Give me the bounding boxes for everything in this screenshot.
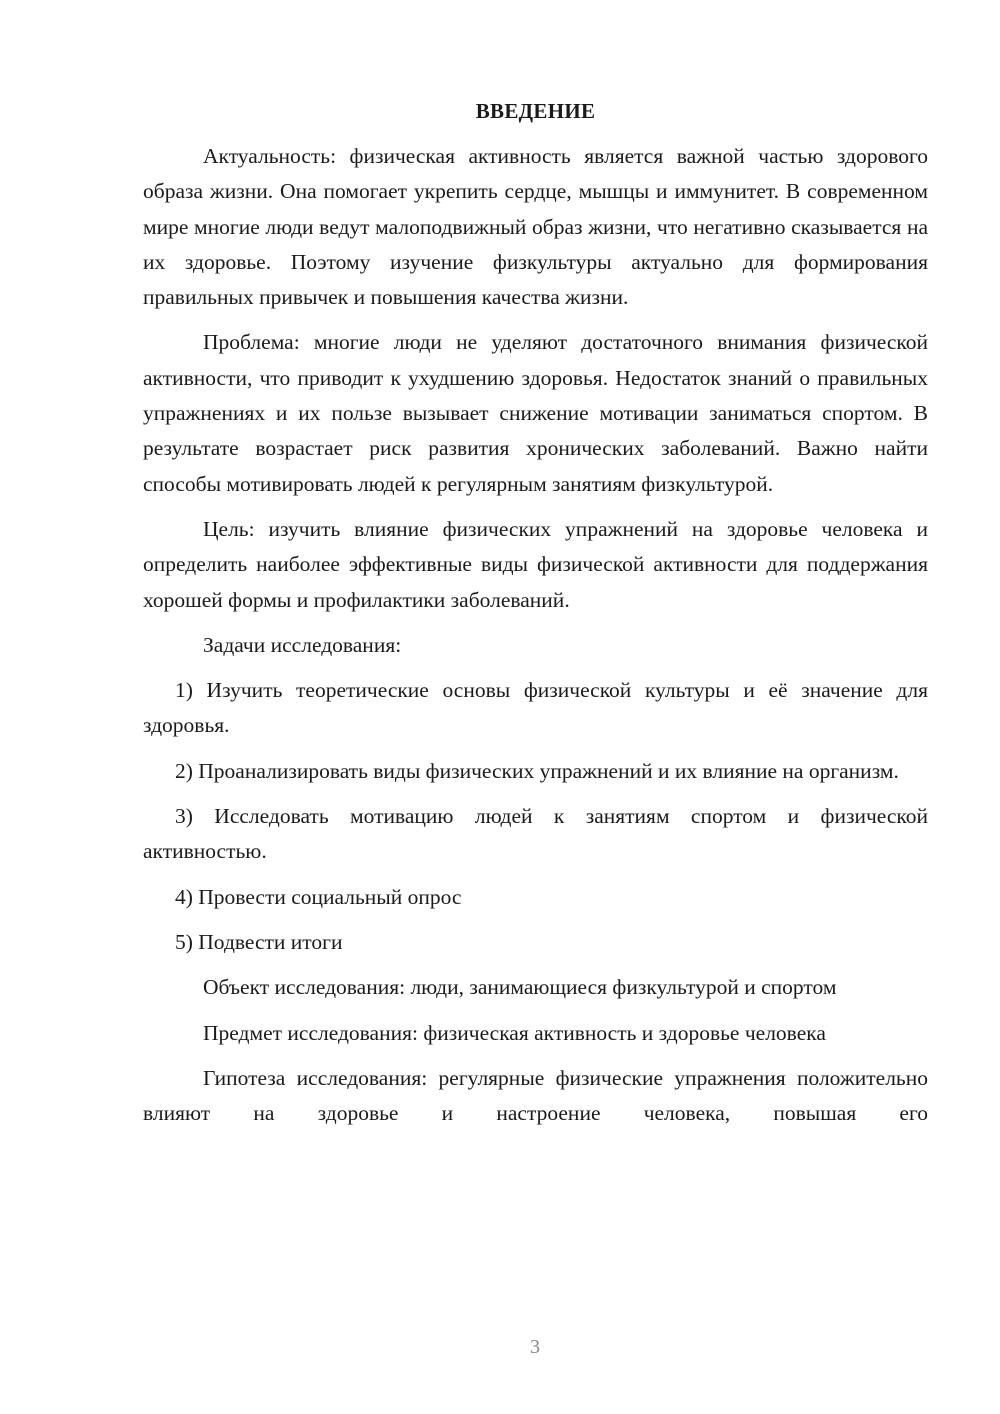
paragraph-hypothesis: Гипотеза исследования: регулярные физические упражнения положительно влияют на здоровье и настроение человека, повышая его	[143, 1065, 928, 1126]
task-item-5: 5) Подвести итоги	[175, 929, 343, 954]
page-number: 3	[530, 1336, 540, 1358]
paragraph-goal: Цель: изучить влияние физических упражнений на здоровье человека и определить наиболее эффективные виды физической активности для поддержания хорошей формы и профилактики заболеваний.	[143, 516, 928, 612]
task-item-2: 2) Проанализировать виды физических упражнений и их влияние на организм.	[175, 758, 899, 783]
page-title: ВВЕДЕНИЕ	[475, 99, 596, 123]
task-item-3: 3) Исследовать мотивацию людей к занятиям спортом и физической активностью.	[143, 804, 928, 864]
paragraph-object: Объект исследования: люди, занимающиеся физкультурой и спортом	[203, 975, 837, 1000]
paragraph-problem: Проблема: многие люди не уделяют достаточного внимания физической активности, что приводит к ухудшению здоровья. Недостаток знаний о правильных упражнениях и их пользе вызывает снижение мотивации заниматься спортом. В результате возрастает риск развития хронических заболеваний. Важно найти способы мотивировать людей к регулярным занятиям физкультурой.	[143, 330, 928, 496]
page-content	[143, 96, 928, 1141]
task-item-4: 4) Провести социальный опрос	[175, 884, 462, 909]
paragraph-tasks-heading: Задачи исследования:	[203, 632, 402, 657]
task-item-1: 1) Изучить теоретические основы физической культуры и её значение для здоровья.	[143, 678, 928, 738]
paragraph-relevance: Актуальность: физическая активность является важной частью здорового образа жизни. Она помогает укрепить сердце, мышцы и иммунитет. В современном мире многие люди ведут малоподвижный образ жизни, что негативно сказывается на их здоровье. Поэтому изучение физкультуры актуально для формирования правильных привычек и повышения качества жизни.	[143, 144, 928, 310]
paragraph-subject: Предмет исследования: физическая активность и здоровье человека	[203, 1020, 826, 1045]
